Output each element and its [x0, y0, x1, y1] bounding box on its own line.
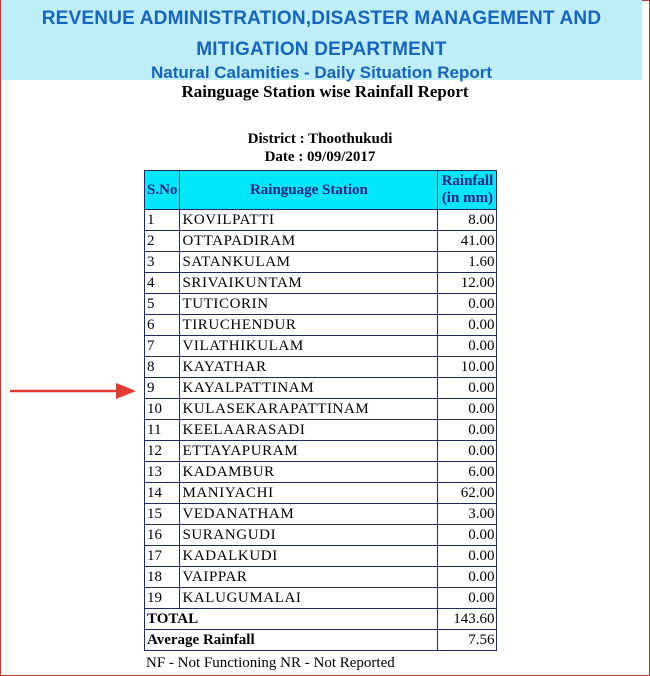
row-rainfall: 0.00: [438, 315, 497, 336]
row-rainfall: 6.00: [438, 462, 497, 483]
row-rainfall: 0.00: [438, 546, 497, 567]
total-value: 143.60: [438, 609, 497, 630]
row-station: TIRUCHENDUR: [180, 315, 438, 336]
table-row: [145, 420, 497, 441]
row-station: KADAMBUR: [180, 462, 438, 483]
row-sno: 4: [145, 273, 180, 294]
department-name-line1: REVENUE ADMINISTRATION,DISASTER MANAGEMENT AND: [41, 8, 602, 29]
row-sno: 9: [145, 378, 180, 399]
table-row: [145, 525, 497, 546]
total-label: TOTAL: [145, 609, 438, 630]
table-row: [145, 336, 497, 357]
row-rainfall: 1.60: [438, 252, 497, 273]
row-sno: 12: [145, 441, 180, 462]
row-rainfall: 0.00: [438, 441, 497, 462]
table-body: [145, 210, 497, 609]
row-station: VEDANATHAM: [180, 504, 438, 525]
table-row: [145, 567, 497, 588]
row-station: KOVILPATTI: [180, 210, 438, 231]
table-row: [145, 441, 497, 462]
table-row: [145, 483, 497, 504]
row-sno: 10: [145, 399, 180, 420]
row-rainfall: 41.00: [438, 231, 497, 252]
district-label: District : Thoothukudi: [247, 131, 393, 147]
table-row: [145, 273, 497, 294]
row-sno: 7: [145, 336, 180, 357]
row-sno: 18: [145, 567, 180, 588]
table-row: [145, 252, 497, 273]
table-row: [145, 378, 497, 399]
table-row: [145, 546, 497, 567]
row-sno: 2: [145, 231, 180, 252]
table-row: [145, 357, 497, 378]
row-station: MANIYACHI: [180, 483, 438, 504]
row-sno: 5: [145, 294, 180, 315]
row-rainfall: 62.00: [438, 483, 497, 504]
row-sno: 8: [145, 357, 180, 378]
table-row: [145, 210, 497, 231]
table-row: [145, 399, 497, 420]
row-station: TUTICORIN: [180, 294, 438, 315]
legend-note: NF - Not Functioning NR - Not Reported: [146, 655, 395, 671]
row-rainfall: 10.00: [438, 357, 497, 378]
header-station: Rainguage Station: [180, 171, 438, 210]
arrow-icon: [10, 380, 138, 402]
row-rainfall: 0.00: [438, 525, 497, 546]
row-sno: 16: [145, 525, 180, 546]
table-row: [145, 231, 497, 252]
row-station: SRIVAIKUNTAM: [180, 273, 438, 294]
row-sno: 6: [145, 315, 180, 336]
row-station: KALUGUMALAI: [180, 588, 438, 609]
row-sno: 17: [145, 546, 180, 567]
report-title: Rainguage Station wise Rainfall Report: [181, 82, 469, 101]
table-row: [145, 504, 497, 525]
row-rainfall: 0.00: [438, 567, 497, 588]
row-rainfall: 0.00: [438, 294, 497, 315]
average-value: 7.56: [438, 630, 497, 651]
row-station: KULASEKARAPATTINAM: [180, 399, 438, 420]
row-sno: 19: [145, 588, 180, 609]
row-rainfall: 12.00: [438, 273, 497, 294]
row-rainfall: 8.00: [438, 210, 497, 231]
row-station: KAYATHAR: [180, 357, 438, 378]
table-row: [145, 315, 497, 336]
row-sno: 13: [145, 462, 180, 483]
header-sno: S.No: [145, 171, 180, 210]
row-rainfall: 0.00: [438, 588, 497, 609]
row-sno: 3: [145, 252, 180, 273]
row-rainfall: 0.00: [438, 399, 497, 420]
table-row: [145, 588, 497, 609]
row-station: VILATHIKULAM: [180, 336, 438, 357]
row-station: ETTAYAPURAM: [180, 441, 438, 462]
row-station: VAIPPAR: [180, 567, 438, 588]
total-row: [145, 609, 497, 630]
row-rainfall: 0.00: [438, 336, 497, 357]
row-station: KEELAARASADI: [180, 420, 438, 441]
row-station: SURANGUDI: [180, 525, 438, 546]
row-station: OTTAPADIRAM: [180, 231, 438, 252]
department-name-line2: MITIGATION DEPARTMENT: [196, 39, 447, 60]
row-sno: 14: [145, 483, 180, 504]
header-rainfall: Rainfall (in mm): [438, 171, 497, 210]
row-station: KADALKUDI: [180, 546, 438, 567]
row-sno: 11: [145, 420, 180, 441]
table-row: [145, 462, 497, 483]
average-label: Average Rainfall: [145, 630, 438, 651]
report-date: Date : 09/09/2017: [264, 149, 376, 165]
department-banner: [1, 0, 642, 80]
average-row: [145, 630, 497, 651]
table-row: [145, 294, 497, 315]
rainfall-table: [144, 170, 497, 651]
row-rainfall: 0.00: [438, 378, 497, 399]
row-station: SATANKULAM: [180, 252, 438, 273]
report-subtitle: Natural Calamities - Daily Situation Report: [150, 63, 492, 82]
row-sno: 1: [145, 210, 180, 231]
row-station: KAYALPATTINAM: [180, 378, 438, 399]
table-header-row: [145, 171, 497, 210]
row-rainfall: 3.00: [438, 504, 497, 525]
row-sno: 15: [145, 504, 180, 525]
row-rainfall: 0.00: [438, 420, 497, 441]
